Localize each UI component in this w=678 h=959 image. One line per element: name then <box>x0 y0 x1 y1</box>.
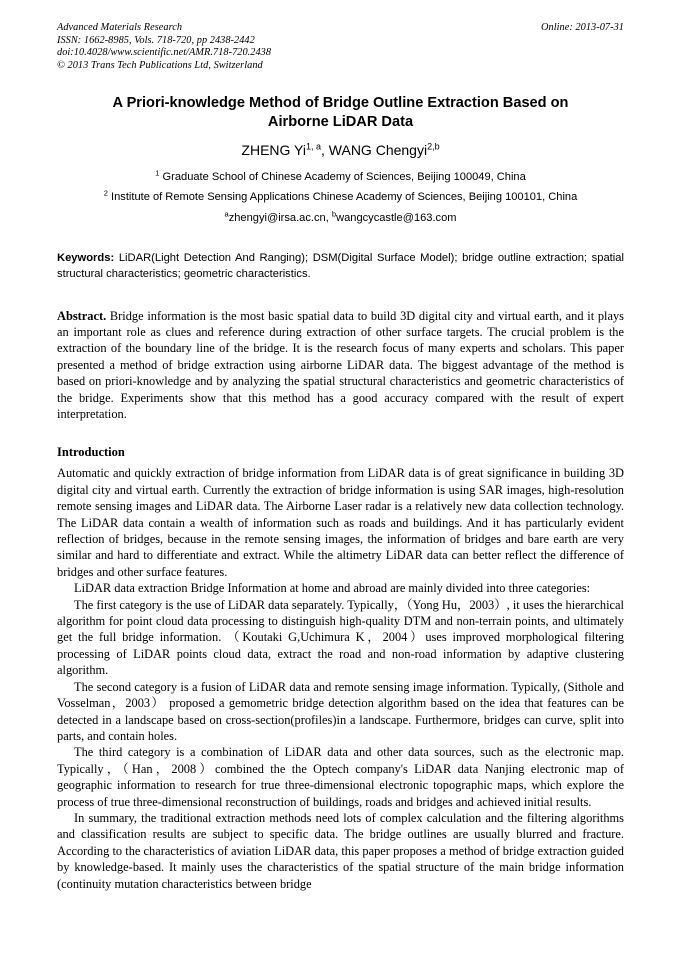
issn-line: ISSN: 1662-8985, Vols. 718-720, pp 2438-2442 <box>57 34 255 46</box>
email-2-marker: b <box>331 209 337 219</box>
email-list <box>57 210 624 226</box>
email-2: wangcycastle@163.com <box>336 212 457 225</box>
masthead <box>57 22 624 72</box>
abstract-text: Bridge information is the most basic spatial data to build 3D digital city and virtual earth, and it plays an important role as clues and reference during extraction of other surface targets. The crucial problem is the extraction of the boundary line of the bridge. It is the research focus of many experts and scholars. This paper presented a method of bridge extraction using airborne LiDAR data. The biggest advantage of the method is based on priori-knowledge and by analyzing the spatial structural characteristics and geometric characteristics of the bridge. Experiments show that this method has a good accuracy compared with the result of expert interpretation. <box>57 308 624 421</box>
email-1: zhengyi@irsa.ac.cn, <box>228 212 332 225</box>
online-date: Online: 2013-07-31 <box>541 22 624 33</box>
keywords-block <box>57 250 624 282</box>
keywords-label: Keywords: <box>57 252 115 265</box>
copyright-line: © 2013 Trans Tech Publications Ltd, Switzerland <box>57 59 263 71</box>
affiliation-2-marker: 2 <box>103 187 108 197</box>
affiliation-1-marker: 1 <box>155 168 160 178</box>
paragraph: The third category is a combination of LiDAR data and other data sources, such as the electronic map. Typically，（Han，2008）combined the the Optech company's LiDAR data Nanjing electronic map of geographic information to research for true three-dimensional electronic topographic maps, which explore the process of true three-dimensional reconstruction of buildings, roads and bridges and achieved initial results. <box>57 745 624 809</box>
author-separator: , <box>321 142 329 159</box>
affiliation-2-text: Institute of Remote Sensing Applications Chinese Academy of Sciences, Beijing 100101, China <box>107 190 578 203</box>
paragraph: The second category is a fusion of LiDAR data and remote sensing image information. Typically, (Sithole and Vosselman，2003） proposed a gemometric bridge detection algorithm based on the idea that features can be detected in a landscape based on cross-section(profiles)in a landscape. Furthermore, bridges can curve, split into parts, and contain holes. <box>57 679 624 743</box>
author-2-name: WANG Chengyi <box>328 142 428 159</box>
journal-name: Advanced Materials Research <box>57 22 183 33</box>
affiliation-1-text: Graduate School of Chinese Academy of Sciences, Beijing 100049, China <box>159 171 526 184</box>
affiliation-1 <box>57 168 624 188</box>
paragraph: The first category is the use of LiDAR data separately. Typically，（Yong Hu，2003）, it uses the hierarchical algorithm for point cloud data processing to distinguish high-quality DTM and non-terrain points, and ultimately get the full bridge information. （Koutaki G,Uchimura K，2004）uses improved morphological filtering processing of LiDAR points cloud data, extract the road and non-road information by adaptive clustering algorithm. <box>57 597 624 678</box>
keywords-text: LiDAR(Light Detection And Ranging); DSM(Digital Surface Model); bridge outline extraction; spatial structural characteristics; geometric characteristics. <box>57 252 624 281</box>
email-1-marker: a <box>224 209 229 219</box>
abstract-block <box>57 308 624 423</box>
doi-line: doi:10.4028/www.scientific.net/AMR.718-720.2438 <box>57 47 272 59</box>
author-2-affil-marker: 2,b <box>427 141 440 152</box>
author-1-affil-marker: 1, a <box>305 141 321 152</box>
affiliation-list <box>57 168 624 207</box>
author-list <box>57 142 624 159</box>
section-heading-introduction: Introduction <box>57 445 125 460</box>
paragraph: In summary, the traditional extraction methods need lots of complex calculation and the filtering algorithms and classification results are subject to specific data. The bridge outlines are usually blurred and fracture. According to the characteristics of aviation LiDAR data, this paper proposes a method of bridge extraction guided by knowledge-based. It mainly uses the characteristics of the spatial structure of the main bridge information (continuity mutation characteristics between bridge <box>57 810 624 891</box>
paragraph: Automatic and quickly extraction of bridge information from LiDAR data is of great significance in building 3D digital city and virtual earth. Currently the extraction of bridge information is using SAR images, high-resolution remote sensing images and LiDAR data. The Airborne Laser radar is a relatively new data collection technology. The LiDAR data contain a wealth of information such as roads and buildings. And it has particularly evident reflection of bridges, because in the remote sensing images, the information of bridges and bare earth are very similar and hard to differentiate and extract. While the altimetry LiDAR data can better reflect the difference of bridges and other surface features. <box>57 466 624 579</box>
abstract-label: Abstract. <box>57 308 107 323</box>
affiliation-2 <box>57 188 624 208</box>
page-title: A Priori-knowledge Method of Bridge Outline Extraction Based on Airborne LiDAR Data <box>112 95 569 131</box>
paragraph: LiDAR data extraction Bridge Information at home and abroad are mainly divided into three categories: <box>74 581 591 596</box>
author-1-name: ZHENG Yi <box>241 142 306 159</box>
